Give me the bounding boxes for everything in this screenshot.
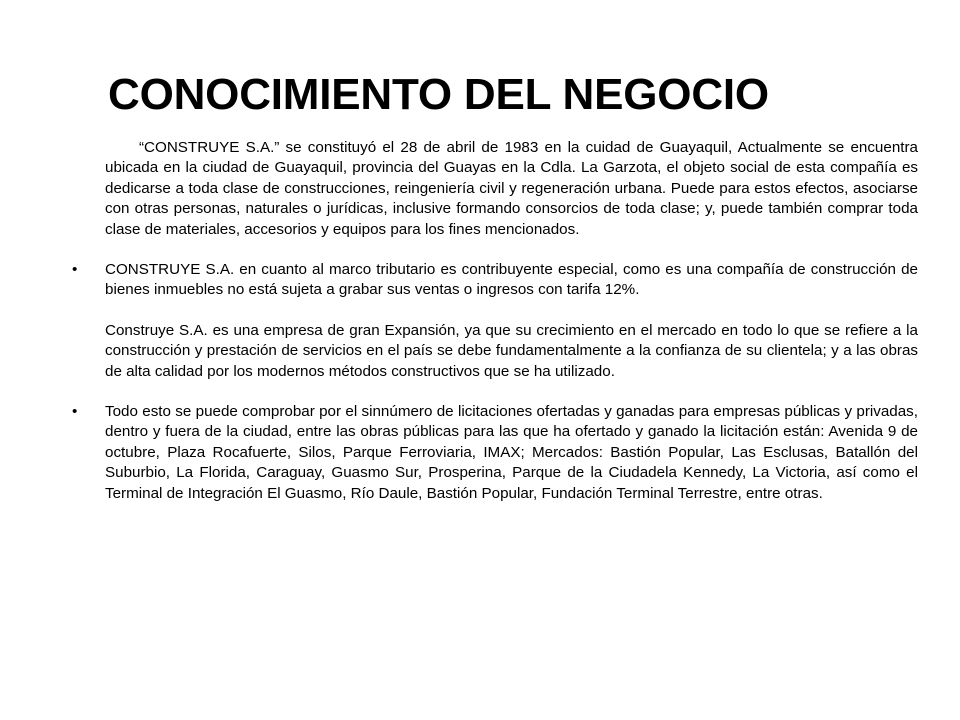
paragraph-company-overview: “CONSTRUYE S.A.” se constituyó el 28 de abril de 1983 en la cuidad de Guayaquil, Actualmente se encuentra ubicada en la ciudad de Guayaquil, provincia del Guayas en la Cdla. La Garzota, el objeto social de esta compañía es dedicarse a toda clase de construcciones, reingeniería civil y regeneración urbana. Puede para estos efectos, asociarse con otras personas, naturales o jurídicas, inclusive formando consorcios de toda clase; y, puede también comprar toda clase de materiales, accesorios y equipos para los fines mencionados. bbox=[105, 139, 918, 238]
paragraph-tax-status: CONSTRUYE S.A. en cuanto al marco tributario es contribuyente especial, como es una compañía de construcción de bienes inmuebles no está sujeta a grabar sus ventas o ingresos con tarifa 12%. bbox=[105, 261, 918, 299]
slide-body bbox=[72, 138, 918, 504]
slide-title: CONOCIMIENTO DEL NEGOCIO bbox=[108, 70, 769, 119]
bullet-icon: • bbox=[72, 403, 78, 421]
paragraph-expansion: Construye S.A. es una empresa de gran Expansión, ya que su crecimiento en el mercado en todo lo que se refiere a la construcción y prestación de servicios en el país se debe fundamentalmente a la confianza de su clientela; y a las obras de alta calidad por los modernos métodos constructivos que se ha utilizado. bbox=[105, 321, 918, 380]
bullet-item-tax-status bbox=[72, 260, 918, 301]
bullet-item-public-works bbox=[72, 402, 918, 504]
bullet-icon: • bbox=[72, 261, 78, 279]
paragraph-public-works: Todo esto se puede comprobar por el sinnúmero de licitaciones ofertadas y ganadas para empresas públicas y privadas, dentro y fuera de la ciudad, entre las obras públicas para las que ha ofertado y ganado la licitación están: Avenida 9 de octubre, Plaza Rocafuerte, Silos, Parque Ferroviaria, IMAX; Mercados: Bastión Popular, Las Esclusas, Batallón del Suburbio, La Florida, Caraguay, Guasmo Sur, Prosperina, Parque de la Ciudadela Kennedy, La Victoria, así como el Terminal de Integración El Guasmo, Río Daule, Bastión Popular, Fundación Terminal Terrestre, entre otras. bbox=[105, 403, 918, 502]
